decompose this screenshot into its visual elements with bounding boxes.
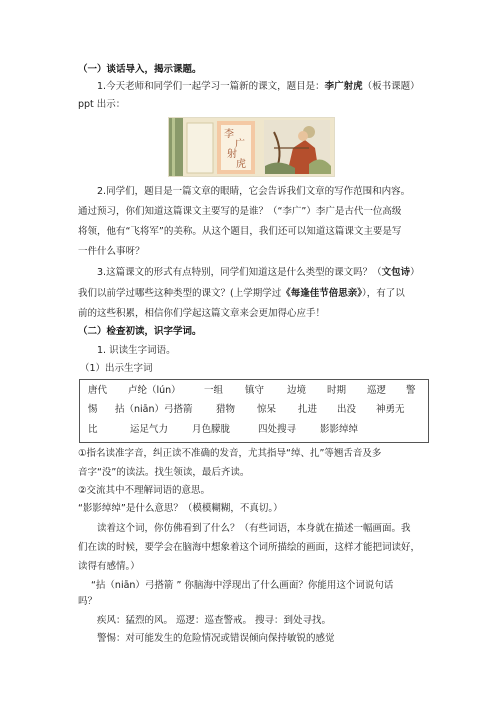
vocab-word: 月色朦胧 [192, 424, 231, 435]
caption-char-1: 李 [224, 129, 234, 140]
instruction-line-2: 音字“没”的读法。找生领读，最后齐读。 [78, 467, 250, 478]
paragraph-2-line-4: 一件什么事呀？ [78, 246, 145, 257]
caption-char-4: 虎 [236, 159, 246, 170]
p3-text-d: ），有了以 [361, 288, 405, 299]
text-type: 文包诗 [381, 267, 411, 278]
instruction-line-4: “影影绰绰”是什么意思？（模模糊糊，不真切。） [78, 503, 283, 514]
vocab-word: 神勇无 [376, 404, 405, 415]
vocab-row-2 [80, 401, 428, 419]
paragraph-1-line-2: ppt 出示： [78, 99, 126, 110]
section1-heading: （一）谈话导入，揭示课题。 [78, 64, 202, 75]
vocab-word: 比 [88, 424, 98, 435]
caption-char-2: 广 [235, 139, 245, 150]
instruction-line-6: 们在读的时候，要学会在脑海中想象着这个词所描绘的画面，这样才能把词读好， [78, 542, 421, 553]
paragraph-2-line-3: 将领，他有“飞将军”的美称。从这个题目，我们还可以知道这篇课文主要是写 [78, 226, 402, 237]
vocab-word: 影影绰绰 [320, 424, 359, 435]
p3-text-a: 3.这篇课文的形式有点特别，同学们知道这是什么类型的课文吗？（ [97, 267, 382, 278]
vocab-word: 拈（niān）弓搭箭 [115, 404, 193, 415]
lesson-illustration [168, 117, 335, 177]
p3-text-c: 我们以前学过哪些这种类型的课文？(上学期学过 [78, 288, 282, 299]
instruction-line-3: ②交流其中不理解词语的意思。 [78, 485, 211, 496]
vocabulary-box [79, 379, 429, 443]
vocab-word: 惕 [88, 404, 98, 415]
instruction-line-1: ①指名读准字音，纠正读不准确的发音，尤其指导“绰、扎”等翘舌音及多 [78, 448, 382, 459]
vocab-word: 运足气力 [130, 424, 169, 435]
vocab-word: 镇守 [245, 385, 265, 396]
paragraph-2-line-2: 通过预习，你们知道这篇课文主要写的是谁？（“李广”）李广是古代一位高级 [78, 206, 402, 217]
vocab-word: 惊呆 [257, 404, 277, 415]
definitions-line-2: 警惕：对可能发生的危险情况或错误倾向保持敏锐的感觉 [97, 633, 335, 644]
lesson-title: 李广射虎 [324, 81, 363, 92]
instruction-line-7: 读得有感情。） [78, 561, 140, 572]
paragraph-2-line-1: 2.同学们，题目是一篇文章的眼睛，它会告诉我们文章的写作范围和内容。 [97, 186, 411, 197]
paragraph-1-line-1 [97, 80, 420, 94]
illustration-graphic [169, 118, 334, 176]
instruction-line-9: 吗？ [78, 596, 98, 607]
instruction-line-8: “拈（niān）弓搭箭 ” 你脑海中浮现出了什么画面？你能用这个词说句话 [91, 580, 394, 591]
section2-heading: （二）检查初读，识字学词。 [78, 326, 202, 337]
definitions-line-1: 疾风：猛烈的风。 巡逻：巡查警戒。 搜寻：到处寻找。 [97, 615, 332, 626]
vocab-word: 边境 [287, 385, 307, 396]
vocab-row-3 [80, 421, 428, 439]
section2-line-1: 1. 识读生字词语。 [97, 345, 176, 356]
vocab-word: 唐代 [88, 385, 108, 396]
previous-lesson: 《每逢佳节倍思亲》 [281, 288, 362, 299]
p3-text-b: ） [410, 267, 420, 278]
vocab-word: 猎物 [216, 404, 236, 415]
p1-text: 1.今天老师和同学们一起学习一篇新的课文，题目是： [97, 81, 325, 92]
vocab-word: 一组 [204, 385, 224, 396]
instruction-line-5: 读着这个词，你仿佛看到了什么？（有些词语，本身就在描述一幅画面。我 [97, 523, 411, 534]
paragraph-3-line-1 [97, 266, 420, 280]
vocab-word: 时期 [327, 385, 347, 396]
vocab-row-1 [80, 382, 428, 400]
paragraph-3-line-2 [78, 287, 405, 301]
vocab-word: 卢纶（lún） [128, 385, 181, 396]
section2-line-2: （1）出示生字词 [80, 363, 153, 374]
vocab-word: 巡逻 [367, 385, 387, 396]
caption-char-3: 射 [227, 149, 237, 160]
vocab-word: 四处搜寻 [258, 424, 297, 435]
p1-note: （板书课题） [362, 81, 420, 92]
paragraph-3-line-3: 前的这些积累，相信你们学起这篇文章来会更加得心应手！ [78, 308, 326, 319]
vocab-word: 警 [406, 385, 416, 396]
vocab-word: 出没 [337, 404, 357, 415]
vocab-word: 扎进 [298, 404, 318, 415]
